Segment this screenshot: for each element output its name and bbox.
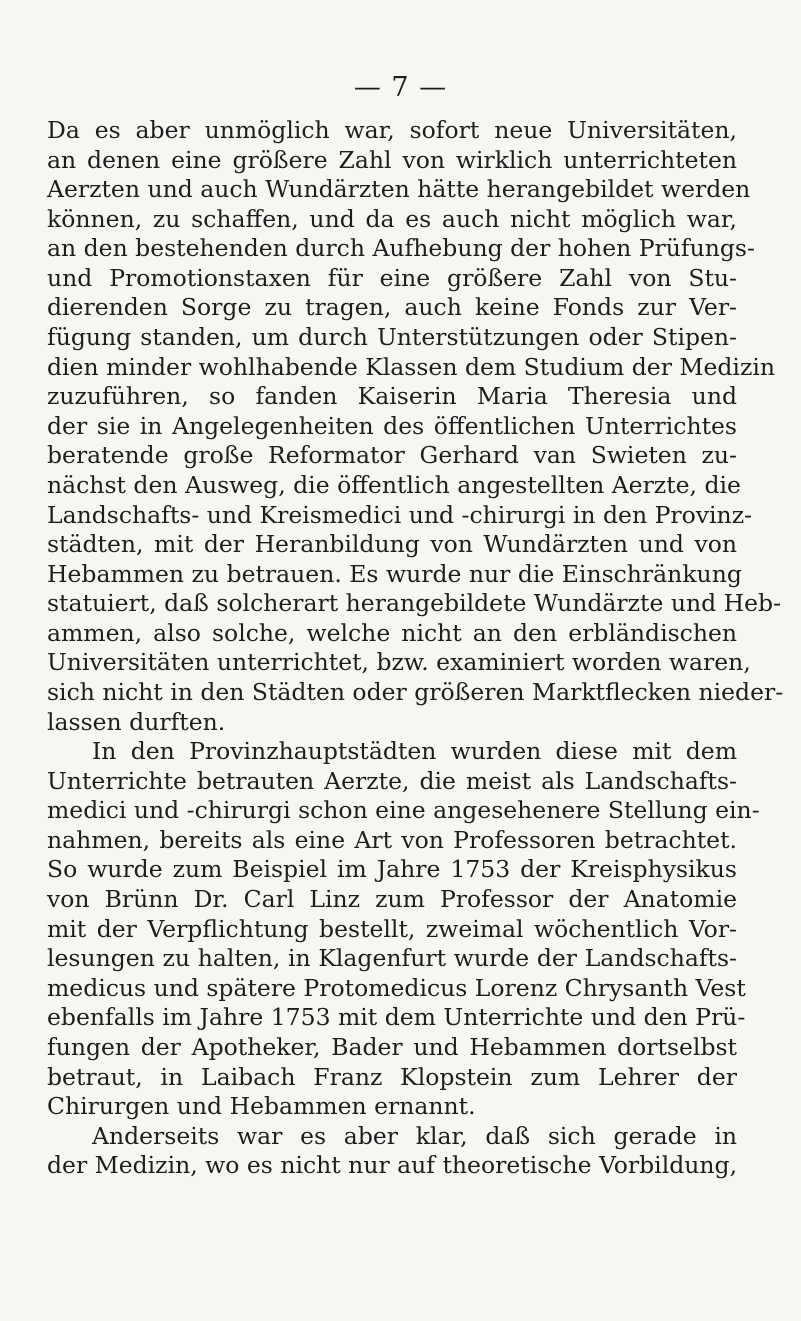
text-line: der sie in Angelegenheiten des öffentlichen Unterrichtes [47,411,737,440]
text-line: zuzuführen, so fanden Kaiserin Maria Theresia und [47,382,737,411]
text-line: mit der Verpflichtung bestellt, zweimal wöchentlich Vor- [47,914,737,943]
text-line: der Medizin, wo es nicht nur auf theoretische Vorbildung, [47,1151,738,1180]
text-line: Chirurgen und Hebammen ernannt. [47,1092,476,1121]
text-line: Landschafts- und Kreismedici und -chirurgi in den Provinz- [47,500,753,529]
text-line: Unterrichte betrauten Aerzte, die meist als Landschafts- [47,766,737,795]
text-line: an denen eine größere Zahl von wirklich unterrichteten [47,145,737,174]
text-line: sich nicht in den Städten oder größeren Marktflecken nieder- [47,677,784,706]
text-line: betraut, in Laibach Franz Klopstein zum Lehrer der [47,1062,737,1091]
text-line: ammen, also solche, welche nicht an den erbländischen [47,618,737,647]
text-line: nächst den Ausweg, die öffentlich angestellten Aerzte, die [47,470,741,499]
text-line: können, zu schaffen, und da es auch nicht möglich war, [47,204,737,233]
text-line: von Brünn Dr. Carl Linz zum Professor der Anatomie [47,885,737,914]
text-line: medicus und spätere Protomedicus Lorenz Chrysanth Vest [47,973,746,1002]
text-line: Hebammen zu betrauen. Es wurde nur die Einschränkung [47,559,742,588]
text-line: dien minder wohlhabende Klassen dem Studium der Medizin [47,352,775,381]
text-line: und Promotionstaxen für eine größere Zahl von Stu- [47,263,737,292]
text-line: städten, mit der Heranbildung von Wundärzten und von [47,530,737,559]
text-line: In den Provinzhauptstädten wurden diese mit dem [92,737,737,766]
text-line: medici und -chirurgi schon eine angesehenere Stellung ein- [47,796,760,825]
text-line: statuiert, daß solcherart herangebildete Wundärzte und Heb- [47,589,782,618]
text-line: So wurde zum Beispiel im Jahre 1753 der Kreisphysikus [47,855,737,884]
text-line: lesungen zu halten, in Klagenfurt wurde der Landschafts- [47,944,737,973]
text-line: beratende große Reformator Gerhard van Swieten zu- [47,441,737,470]
text-line: an den bestehenden durch Aufhebung der hohen Prüfungs- [47,234,755,263]
page-number: — 7 — [353,72,448,103]
text-line: Anderseits war es aber klar, daß sich gerade in [92,1121,737,1150]
text-line: nahmen, bereits als eine Art von Professoren betrachtet. [47,825,737,854]
paragraph-2 [47,737,760,1122]
text-line: Da es aber unmöglich war, sofort neue Universitäten, [47,116,737,144]
paragraph-1 [47,116,784,737]
text-line: Universitäten unterrichtet, bzw. examiniert worden waren, [47,648,751,677]
paragraph-3 [47,1122,737,1181]
body-text [47,116,784,1181]
text-line: dierenden Sorge zu tragen, auch keine Fonds zur Ver- [47,293,737,322]
text-line: lassen durften. [47,707,226,736]
text-line: fügung standen, um durch Unterstützungen oder Stipen- [47,323,737,352]
text-line: fungen der Apotheker, Bader und Hebammen dortselbst [47,1032,737,1061]
text-line: Aerzten und auch Wundärzten hätte herangebildet werden [47,175,751,204]
text-line: ebenfalls im Jahre 1753 mit dem Unterrichte und den Prü- [47,1003,746,1032]
